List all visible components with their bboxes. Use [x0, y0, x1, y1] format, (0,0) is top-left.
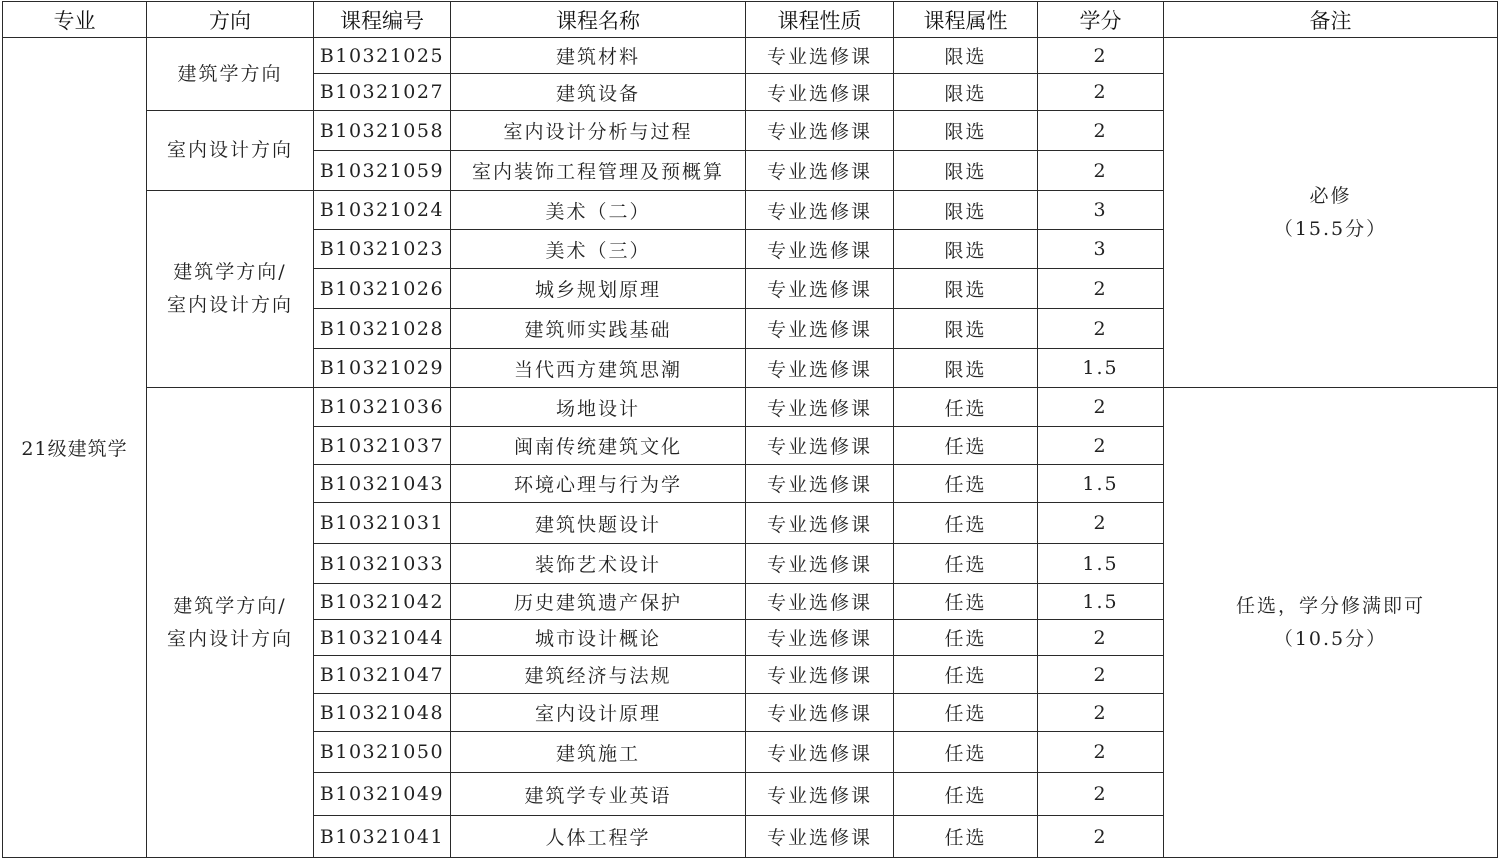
- course-nature: 专业选修课: [746, 309, 894, 349]
- direction-cell: [147, 38, 314, 111]
- course-name: 室内设计分析与过程: [451, 111, 746, 151]
- header-row: [3, 2, 1498, 38]
- course-nature: 专业选修课: [746, 191, 894, 230]
- course-credit: 2: [1038, 151, 1164, 191]
- course-credit: 1.5: [1038, 584, 1164, 620]
- direction-text: 建筑学方向: [177, 62, 283, 85]
- course-nature: 专业选修课: [746, 773, 894, 816]
- course-name: 美术（二）: [451, 191, 746, 230]
- course-name: 建筑材料: [451, 38, 746, 74]
- direction-text: 室内设计方向: [166, 139, 293, 161]
- course-attribute: 任选: [894, 427, 1038, 465]
- course-credit: 2: [1038, 427, 1164, 465]
- course-attribute: 限选: [894, 191, 1038, 230]
- course-code: B10321024: [314, 191, 451, 230]
- course-attribute: 限选: [894, 151, 1038, 191]
- header-direction: 方向: [147, 2, 314, 38]
- course-nature: 专业选修课: [746, 269, 894, 309]
- course-credit: 2: [1038, 309, 1164, 349]
- course-nature: 专业选修课: [746, 74, 894, 111]
- course-attribute: 限选: [894, 111, 1038, 151]
- course-code: B10321031: [314, 503, 451, 544]
- course-table: [2, 1, 1498, 858]
- course-name: 装饰艺术设计: [451, 544, 746, 584]
- course-name: 场地设计: [451, 388, 746, 427]
- course-nature: 专业选修课: [746, 230, 894, 269]
- course-attribute: 任选: [894, 732, 1038, 773]
- course-name: 建筑快题设计: [451, 503, 746, 544]
- table-row: [3, 388, 1498, 427]
- course-name: 室内装饰工程管理及预概算: [451, 151, 746, 191]
- course-attribute: 任选: [894, 503, 1038, 544]
- remark-text: （15.5分）: [1273, 217, 1388, 240]
- course-code: B10321026: [314, 269, 451, 309]
- course-attribute: 限选: [894, 349, 1038, 388]
- course-name: 闽南传统建筑文化: [451, 427, 746, 465]
- header-course-nature: 课程性质: [746, 2, 894, 38]
- course-code: B10321058: [314, 111, 451, 151]
- course-code: B10321048: [314, 694, 451, 732]
- course-name: 室内设计原理: [451, 694, 746, 732]
- remark-text: 必修: [1309, 184, 1352, 207]
- course-credit: 2: [1038, 38, 1164, 74]
- course-code: B10321042: [314, 584, 451, 620]
- course-nature: 专业选修课: [746, 349, 894, 388]
- direction-cell: [147, 111, 314, 191]
- course-nature: 专业选修课: [746, 427, 894, 465]
- course-credit: 2: [1038, 816, 1164, 858]
- course-credit: 2: [1038, 503, 1164, 544]
- course-credit: 2: [1038, 732, 1164, 773]
- direction-cell: [147, 388, 314, 858]
- course-nature: 专业选修课: [746, 732, 894, 773]
- course-code: B10321025: [314, 38, 451, 74]
- header-remark: 备注: [1164, 2, 1498, 38]
- course-nature: 专业选修课: [746, 816, 894, 858]
- course-attribute: 限选: [894, 38, 1038, 74]
- course-name: 历史建筑遗产保护: [451, 584, 746, 620]
- course-credit: 2: [1038, 111, 1164, 151]
- course-nature: 专业选修课: [746, 111, 894, 151]
- course-credit: 2: [1038, 694, 1164, 732]
- course-code: B10321037: [314, 427, 451, 465]
- course-code: B10321023: [314, 230, 451, 269]
- course-name: 建筑经济与法规: [451, 656, 746, 694]
- course-attribute: 限选: [894, 230, 1038, 269]
- direction-text: 室内设计方向: [166, 627, 293, 650]
- remark-text: 任选，学分修满即可: [1235, 594, 1425, 617]
- course-attribute: 限选: [894, 309, 1038, 349]
- course-attribute: 限选: [894, 269, 1038, 309]
- course-attribute: 任选: [894, 656, 1038, 694]
- course-nature: 专业选修课: [746, 388, 894, 427]
- course-attribute: 任选: [894, 694, 1038, 732]
- course-attribute: 任选: [894, 816, 1038, 858]
- course-code: B10321029: [314, 349, 451, 388]
- course-credit: 3: [1038, 191, 1164, 230]
- course-credit: 1.5: [1038, 349, 1164, 388]
- course-name: 城乡规划原理: [451, 269, 746, 309]
- course-nature: 专业选修课: [746, 620, 894, 656]
- course-name: 环境心理与行为学: [451, 465, 746, 503]
- course-credit: 2: [1038, 269, 1164, 309]
- course-nature: 专业选修课: [746, 503, 894, 544]
- course-nature: 专业选修课: [746, 694, 894, 732]
- course-attribute: 限选: [894, 74, 1038, 111]
- course-name: 人体工程学: [451, 816, 746, 858]
- course-nature: 专业选修课: [746, 544, 894, 584]
- course-name: 当代西方建筑思潮: [451, 349, 746, 388]
- course-attribute: 任选: [894, 620, 1038, 656]
- course-nature: 专业选修课: [746, 656, 894, 694]
- course-table-body: [3, 38, 1498, 858]
- course-credit: 2: [1038, 388, 1164, 427]
- direction-cell: [147, 191, 314, 388]
- course-code: B10321043: [314, 465, 451, 503]
- course-attribute: 任选: [894, 465, 1038, 503]
- course-credit: 2: [1038, 773, 1164, 816]
- header-course-name: 课程名称: [451, 2, 746, 38]
- course-attribute: 任选: [894, 388, 1038, 427]
- course-nature: 专业选修课: [746, 584, 894, 620]
- direction-text: 建筑学方向/: [173, 261, 287, 283]
- course-code: B10321041: [314, 816, 451, 858]
- direction-text: 室内设计方向: [166, 294, 293, 316]
- header-course-attribute: 课程属性: [894, 2, 1038, 38]
- course-credit: 3: [1038, 230, 1164, 269]
- course-name: 城市设计概论: [451, 620, 746, 656]
- header-credit: 学分: [1038, 2, 1164, 38]
- remark-cell: [1164, 38, 1498, 388]
- course-credit: 2: [1038, 656, 1164, 694]
- course-credit: 2: [1038, 74, 1164, 111]
- course-name: 美术（三）: [451, 230, 746, 269]
- header-course-code: 课程编号: [314, 2, 451, 38]
- course-code: B10321027: [314, 74, 451, 111]
- course-attribute: 任选: [894, 544, 1038, 584]
- course-credit: 2: [1038, 620, 1164, 656]
- remark-cell: [1164, 388, 1498, 858]
- course-code: B10321033: [314, 544, 451, 584]
- major-cell: 21级建筑学: [3, 38, 147, 858]
- course-attribute: 任选: [894, 584, 1038, 620]
- course-attribute: 任选: [894, 773, 1038, 816]
- course-name: 建筑学专业英语: [451, 773, 746, 816]
- course-nature: 专业选修课: [746, 465, 894, 503]
- course-credit: 1.5: [1038, 465, 1164, 503]
- course-code: B10321036: [314, 388, 451, 427]
- course-code: B10321050: [314, 732, 451, 773]
- course-credit: 1.5: [1038, 544, 1164, 584]
- header-major: 专业: [3, 2, 147, 38]
- course-name: 建筑设备: [451, 74, 746, 111]
- course-code: B10321059: [314, 151, 451, 191]
- course-code: B10321028: [314, 309, 451, 349]
- course-name: 建筑师实践基础: [451, 309, 746, 349]
- course-code: B10321049: [314, 773, 451, 816]
- course-code: B10321047: [314, 656, 451, 694]
- course-code: B10321044: [314, 620, 451, 656]
- course-name: 建筑施工: [451, 732, 746, 773]
- course-nature: 专业选修课: [746, 38, 894, 74]
- direction-text: 建筑学方向/: [173, 594, 287, 617]
- remark-text: （10.5分）: [1273, 627, 1388, 650]
- table-row: [3, 38, 1498, 74]
- course-nature: 专业选修课: [746, 151, 894, 191]
